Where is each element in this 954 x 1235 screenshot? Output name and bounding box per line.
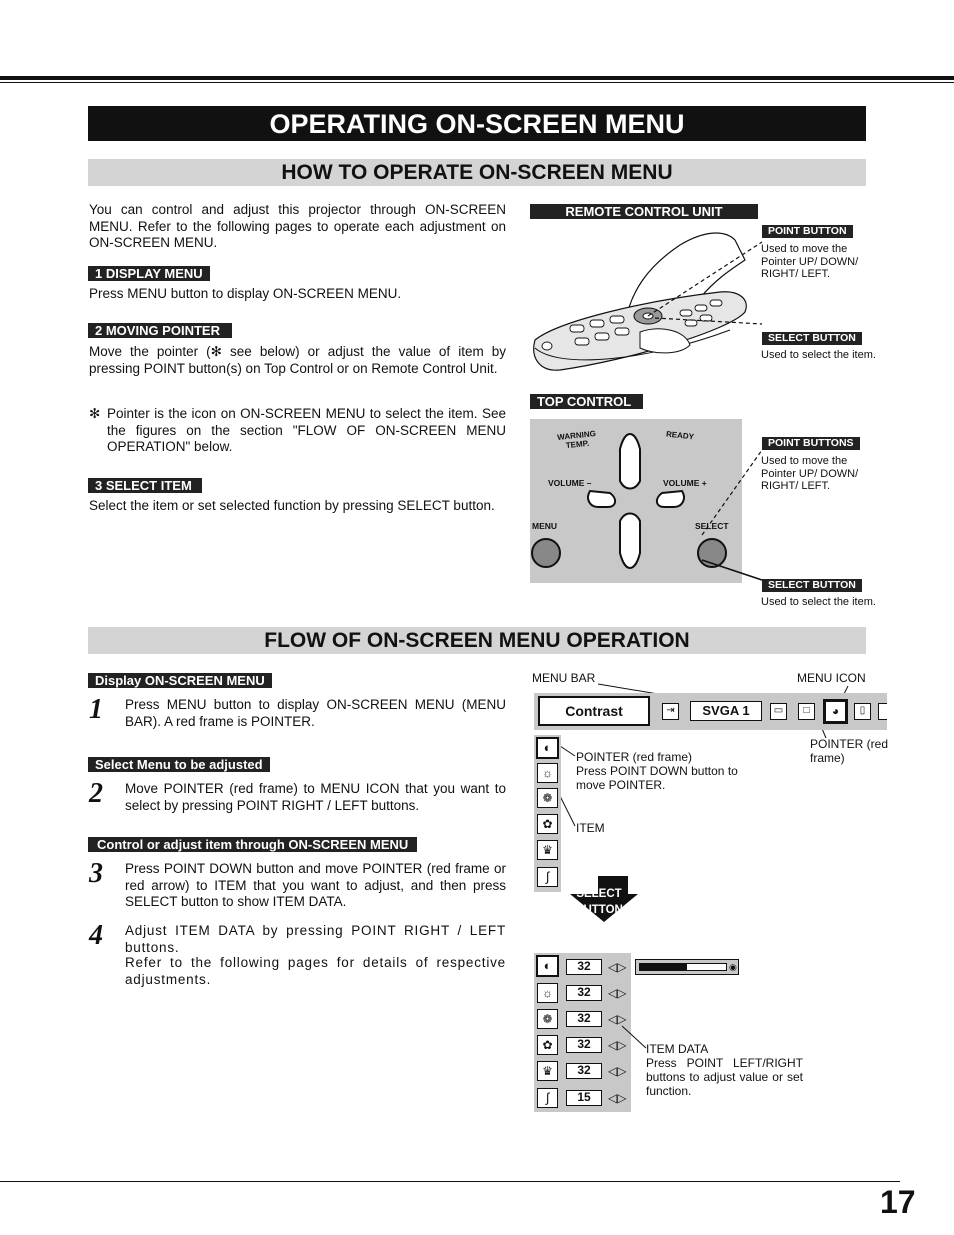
remote-control-illustration: [530, 220, 770, 380]
remote-select-button-label: SELECT BUTTON: [762, 332, 862, 345]
top-select-button-label: SELECT BUTTON: [762, 579, 862, 592]
flow-step1-text: Press MENU button to display ON-SCREEN MENU (MENU BAR). A red frame is POINTER.: [125, 697, 506, 729]
volume-minus-label: VOLUME –: [548, 478, 592, 488]
moving-pointer-label: 2 MOVING POINTER: [88, 323, 232, 338]
note-symbol: ✻: [89, 406, 101, 421]
select-item-label: 3 SELECT ITEM: [88, 478, 202, 493]
page-title: OPERATING ON-SCREEN MENU: [88, 106, 866, 141]
pointer-annotation-left-title: POINTER (red frame): [576, 750, 693, 764]
volume-plus-label: VOLUME +: [663, 478, 707, 488]
osd-item-column: [534, 735, 561, 892]
flow-step3-text: Press POINT DOWN button and move POINTER (red frame or red arrow) to ITEM that you want to adjust, and then press SELECT button to show ITEM DATA.: [125, 861, 506, 909]
remote-select-button-text: Used to select the item.: [761, 349, 876, 361]
top-rule: [0, 76, 954, 80]
left-right-arrows-icon[interactable]: ◁▷: [608, 1091, 627, 1105]
flow-step1-label: Display ON-SCREEN MENU: [88, 673, 272, 688]
item-data-annotation-title: ITEM DATA: [646, 1042, 709, 1056]
flow-step3-label: Control or adjust item through ON-SCREEN MENU: [88, 837, 417, 852]
pointer-note-text: Pointer is the icon on ON-SCREEN MENU to select the item. See the figures on the section "FLOW OF ON-SCREEN MENU OPERATION" below.: [107, 406, 506, 454]
menu-icon-annotation: MENU ICON: [797, 671, 866, 685]
intro-text: You can control and adjust this projector through ON-SCREEN MENU. Refer to the following pages to operate each adjustment on ON-SCREEN MENU.: [89, 202, 506, 250]
white-balance-icon[interactable]: ♛: [537, 840, 558, 860]
flow-step2-number: 2: [89, 778, 103, 809]
left-right-arrows-icon[interactable]: ◁▷: [608, 986, 627, 1000]
color-icon[interactable]: ❁: [537, 1009, 558, 1029]
brightness-icon[interactable]: ☼: [537, 983, 558, 1003]
top-rule-thin: [0, 82, 954, 83]
top-point-buttons-text: Used to move the Pointer UP/ DOWN/ RIGHT/ LEFT.: [761, 455, 859, 492]
pointer-annotation-left-text: Press POINT DOWN button to move POINTER.: [576, 764, 738, 792]
remote-point-button-label: POINT BUTTON: [762, 225, 853, 238]
item-data-slider[interactable]: [635, 959, 739, 975]
contrast-icon[interactable]: ◐: [536, 955, 559, 977]
osd-item-data-panel: [534, 953, 631, 1112]
select-button-arrow-label: [575, 886, 623, 918]
next-icon[interactable]: [878, 703, 887, 720]
warning-temp-indicator: WARNING TEMP.: [556, 429, 597, 451]
page-number: 17: [880, 1184, 916, 1220]
flow-step2-text: Move POINTER (red frame) to MENU ICON that you want to select by pressing POINT RIGHT / LEFT buttons.: [125, 781, 506, 813]
contrast-icon[interactable]: ◐: [536, 737, 559, 759]
slider-track: [639, 963, 727, 971]
flow-step2-label: Select Menu to be adjusted: [88, 757, 270, 772]
item-value: 32: [566, 1011, 602, 1027]
slider-end-icon: ◉: [729, 962, 737, 972]
item-value: 32: [566, 985, 602, 1001]
gamma-icon[interactable]: ∫: [537, 1088, 558, 1108]
top-control-leader-lines: [700, 440, 770, 590]
select-button-arrow-line2: BUTTON: [575, 904, 623, 916]
input-icon[interactable]: ⇥: [662, 703, 679, 720]
monitor-icon[interactable]: ▭: [770, 703, 787, 720]
slider-fill: [640, 964, 687, 970]
top-select-button-text: Used to select the item.: [761, 596, 876, 608]
left-right-arrows-icon[interactable]: ◁▷: [608, 1064, 627, 1078]
flow-step4-number: 4: [89, 920, 103, 951]
left-right-arrows-icon[interactable]: ◁▷: [608, 960, 627, 974]
gamma-icon[interactable]: ∫: [537, 867, 558, 887]
menu-bar-annotation: MENU BAR: [532, 671, 596, 685]
item-value: 32: [566, 1063, 602, 1079]
select-button-label: SELECT: [695, 521, 729, 531]
select-item-text: Select the item or set selected function by pressing SELECT button.: [89, 498, 495, 513]
menu-button-label: MENU: [532, 521, 558, 531]
section-heading-flow: FLOW OF ON-SCREEN MENU OPERATION: [88, 627, 866, 654]
brightness-icon[interactable]: ☼: [537, 763, 558, 783]
left-right-arrows-icon[interactable]: ◁▷: [608, 1038, 627, 1052]
osd-source-name: SVGA 1: [690, 701, 762, 721]
display-menu-text: Press MENU button to display ON-SCREEN MENU.: [89, 286, 402, 301]
select-button-arrow-line1: SELECT: [576, 888, 622, 900]
remote-control-label: REMOTE CONTROL UNIT: [530, 204, 758, 219]
flow-step1-number: 1: [89, 694, 103, 725]
section-heading-how-to: HOW TO OPERATE ON-SCREEN MENU: [88, 159, 866, 186]
flow-step3-number: 3: [89, 858, 103, 889]
tint-icon[interactable]: ✿: [537, 814, 558, 834]
pointer-annotation-right: POINTER (red frame): [810, 737, 889, 765]
page-icon[interactable]: ▯: [854, 703, 871, 720]
flow-step4-text-2: Refer to the following pages for details of respective adjustments.: [125, 955, 506, 987]
top-point-buttons-label: POINT BUTTONS: [762, 437, 860, 450]
bottom-rule: [0, 1181, 900, 1182]
remote-point-button-text: Used to move the Pointer UP/ DOWN/ RIGHT/ LEFT.: [761, 243, 859, 280]
osd-current-menu-name: Contrast: [538, 696, 650, 726]
item-data-annotation-text: Press POINT LEFT/RIGHT buttons to adjust value or set function.: [646, 1056, 803, 1098]
color-icon[interactable]: ❁: [537, 788, 558, 808]
screen-icon[interactable]: □: [798, 703, 815, 720]
ready-indicator: READY: [665, 429, 695, 442]
display-menu-label: 1 DISPLAY MENU: [88, 266, 210, 281]
flow-step4-text-1: Adjust ITEM DATA by pressing POINT RIGHT / LEFT buttons.: [125, 923, 506, 955]
osd-menu-bar: [534, 693, 887, 730]
item-value: 32: [566, 959, 602, 975]
item-value: 32: [566, 1037, 602, 1053]
top-control-label: TOP CONTROL: [530, 394, 643, 409]
item-annotation: ITEM: [576, 821, 605, 835]
left-right-arrows-icon[interactable]: ◁▷: [608, 1012, 627, 1026]
tint-icon[interactable]: ✿: [537, 1035, 558, 1055]
white-balance-icon[interactable]: ♛: [537, 1061, 558, 1081]
image-adjust-icon[interactable]: ◕: [823, 699, 848, 724]
item-value: 15: [566, 1090, 602, 1106]
item-data-leader-line: [618, 1022, 648, 1052]
moving-pointer-text: Move the pointer (✻ see below) or adjust the value of item by pressing POINT button(s) on Top Control or on Remote Control Unit.: [89, 344, 506, 376]
